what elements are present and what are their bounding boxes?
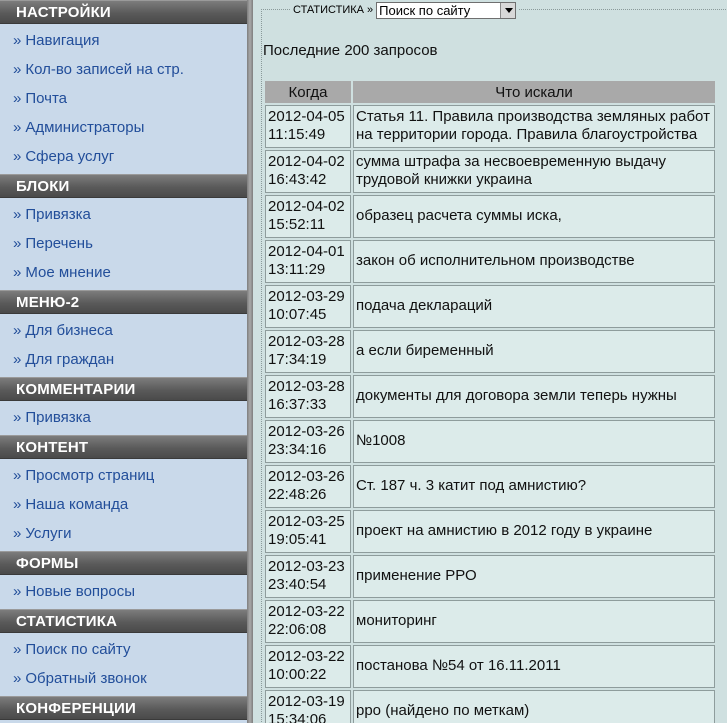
sidebar-nav-label: Наша команда [25, 496, 129, 513]
sidebar-nav-label: Для бизнеса [25, 322, 113, 339]
query-text: а если биременный [353, 330, 715, 373]
legend-label: СТАТИСТИКА » [293, 4, 374, 16]
sidebar-section-items [0, 459, 247, 551]
table-row [265, 510, 715, 553]
sidebar-nav-label: Администраторы [25, 119, 145, 136]
sidebar-nav-label: Почта [25, 90, 67, 107]
query-time: 23:40:54 [268, 576, 327, 593]
table-row [265, 555, 715, 598]
sidebar-nav-link[interactable] [0, 26, 247, 55]
query-date: 2012-03-29 [268, 288, 345, 305]
sidebar-nav-link[interactable] [0, 345, 247, 374]
table-row [265, 420, 715, 463]
query-time: 16:43:42 [268, 171, 327, 188]
sidebar-nav-link[interactable] [0, 55, 247, 84]
query-date: 2012-04-02 [268, 198, 345, 215]
query-timestamp [265, 330, 351, 373]
sidebar-nav-link[interactable] [0, 113, 247, 142]
bullet-arrow-icon: » [13, 583, 22, 600]
chevron-down-icon[interactable] [500, 3, 515, 18]
bullet-arrow-icon: » [13, 148, 22, 165]
query-date: 2012-03-26 [268, 468, 345, 485]
query-time: 11:15:49 [268, 126, 326, 143]
stats-type-select-value: Поиск по сайту [379, 2, 471, 18]
table-row [265, 690, 715, 723]
query-text: применение РРО [353, 555, 715, 598]
query-timestamp [265, 600, 351, 643]
query-text: постанова №54 от 16.11.2011 [353, 645, 715, 688]
query-date: 2012-03-23 [268, 558, 345, 575]
query-date: 2012-03-28 [268, 378, 345, 395]
sidebar-section-header: КОНТЕНТ [0, 435, 247, 459]
column-header-when: Когда [265, 81, 351, 103]
sidebar-nav-link[interactable] [0, 577, 247, 606]
table-row [265, 465, 715, 508]
sidebar-nav-label: Привязка [25, 409, 91, 426]
bullet-arrow-icon: » [13, 467, 22, 484]
sidebar-nav-link[interactable] [0, 200, 247, 229]
main-content [253, 0, 727, 723]
sidebar-nav-link[interactable] [0, 403, 247, 432]
bullet-arrow-icon: » [13, 351, 22, 368]
sidebar-section-items [0, 401, 247, 435]
bullet-arrow-icon: » [13, 264, 22, 281]
query-timestamp [265, 105, 351, 148]
query-text: Ст. 187 ч. 3 катит под амнистию? [353, 465, 715, 508]
query-date: 2012-03-22 [268, 648, 345, 665]
bullet-arrow-icon: » [13, 206, 22, 223]
query-date: 2012-03-19 [268, 693, 345, 710]
query-time: 22:48:26 [268, 486, 327, 503]
column-header-query: Что искали [353, 81, 715, 103]
query-text: №1008 [353, 420, 715, 463]
query-text: подача деклараций [353, 285, 715, 328]
query-time: 13:11:29 [268, 261, 326, 278]
query-date: 2012-03-22 [268, 603, 345, 620]
bullet-arrow-icon: » [13, 61, 22, 78]
sidebar-section-items [0, 24, 247, 174]
table-row [265, 375, 715, 418]
sidebar-nav-label: Поиск по сайту [25, 641, 131, 658]
query-date: 2012-03-26 [268, 423, 345, 440]
sidebar-nav-label: Привязка [25, 206, 91, 223]
sidebar-section-items [0, 633, 247, 696]
table-row [265, 330, 715, 373]
sidebar-section-items [0, 575, 247, 609]
bullet-arrow-icon: » [13, 322, 22, 339]
sidebar-section-header: БЛОКИ [0, 174, 247, 198]
query-timestamp [265, 195, 351, 238]
query-time: 16:37:33 [268, 396, 327, 413]
bullet-arrow-icon: » [13, 496, 22, 513]
sidebar-section-header: КОММЕНТАРИИ [0, 377, 247, 401]
query-timestamp [265, 645, 351, 688]
query-text: Статья 11. Правила производства земляных работ на территории города. Правила благоустройства [353, 105, 715, 148]
sidebar-nav-link[interactable] [0, 316, 247, 345]
table-row [265, 285, 715, 328]
query-time: 10:07:45 [268, 306, 327, 323]
query-timestamp [265, 240, 351, 283]
query-text: образец расчета суммы иска, [353, 195, 715, 238]
sidebar-nav-label: Просмотр страниц [25, 467, 155, 484]
sidebar-nav-link[interactable] [0, 664, 247, 693]
sidebar-section-header: ФОРМЫ [0, 551, 247, 575]
admin-sidebar [0, 0, 247, 723]
sidebar-nav-label: Для граждан [25, 351, 115, 368]
table-row [265, 240, 715, 283]
table-row [265, 150, 715, 193]
table-row [265, 600, 715, 643]
bullet-arrow-icon: » [13, 525, 22, 542]
table-row [265, 645, 715, 688]
query-text: рро (найдено по меткам) [353, 690, 715, 723]
sidebar-nav-label: Новые вопросы [25, 583, 136, 600]
sidebar-nav-label: Обратный звонок [25, 670, 147, 687]
query-date: 2012-04-05 [268, 108, 345, 125]
bullet-arrow-icon: » [13, 119, 22, 136]
bullet-arrow-icon: » [13, 641, 22, 658]
sidebar-section-header: МЕНЮ-2 [0, 290, 247, 314]
search-queries-table [263, 79, 717, 723]
query-timestamp [265, 420, 351, 463]
sidebar-nav-link[interactable] [0, 461, 247, 490]
table-row [265, 195, 715, 238]
sidebar-nav-link[interactable] [0, 490, 247, 519]
table-row [265, 105, 715, 148]
stats-type-select[interactable] [376, 2, 516, 19]
query-text: мониторинг [353, 600, 715, 643]
query-date: 2012-04-01 [268, 243, 345, 260]
query-date: 2012-03-28 [268, 333, 345, 350]
query-time: 22:06:08 [268, 621, 327, 638]
sidebar-section-items [0, 198, 247, 290]
query-time: 15:52:11 [268, 216, 326, 233]
sidebar-nav-link[interactable] [0, 84, 247, 113]
sidebar-nav-label: Мое мнение [25, 264, 111, 281]
sidebar-section-header: СТАТИСТИКА [0, 609, 247, 633]
sidebar-nav-label: Навигация [25, 32, 100, 49]
page-subtitle: Последние 200 запросов [263, 42, 438, 59]
query-timestamp [265, 375, 351, 418]
sidebar-nav-label: Услуги [25, 525, 72, 542]
sidebar-nav-link[interactable] [0, 258, 247, 287]
sidebar-nav-link[interactable] [0, 635, 247, 664]
query-time: 19:05:41 [268, 531, 327, 548]
bullet-arrow-icon: » [13, 670, 22, 687]
query-date: 2012-04-02 [268, 153, 345, 170]
query-time: 23:34:16 [268, 441, 327, 458]
sidebar-nav-link[interactable] [0, 142, 247, 171]
bullet-arrow-icon: » [13, 409, 22, 426]
query-text: сумма штрафа за несвоевременную выдачу трудовой книжки украина [353, 150, 715, 193]
query-time: 17:34:19 [268, 351, 327, 368]
query-timestamp [265, 150, 351, 193]
sidebar-nav-label: Кол-во записей на стр. [25, 61, 184, 78]
sidebar-nav-link[interactable] [0, 229, 247, 258]
query-timestamp [265, 510, 351, 553]
query-time: 15:34:06 [268, 711, 327, 723]
query-text: закон об исполнительном производстве [353, 240, 715, 283]
bullet-arrow-icon: » [13, 235, 22, 252]
sidebar-section-header: КОНФЕРЕНЦИИ [0, 696, 247, 720]
query-timestamp [265, 465, 351, 508]
sidebar-section-items [0, 314, 247, 377]
query-timestamp [265, 690, 351, 723]
query-text: документы для договора земли теперь нужны [353, 375, 715, 418]
sidebar-nav-link[interactable] [0, 519, 247, 548]
sidebar-nav-label: Перечень [25, 235, 93, 252]
query-timestamp [265, 555, 351, 598]
fieldset-legend [291, 0, 518, 20]
query-text: проект на амнистию в 2012 году в украине [353, 510, 715, 553]
query-time: 10:00:22 [268, 666, 327, 683]
bullet-arrow-icon: » [13, 90, 22, 107]
table-header-row [265, 81, 715, 103]
sidebar-nav-label: Сфера услуг [25, 148, 115, 165]
sidebar-section-header: НАСТРОЙКИ [0, 0, 247, 24]
bullet-arrow-icon: » [13, 32, 22, 49]
query-timestamp [265, 285, 351, 328]
query-date: 2012-03-25 [268, 513, 345, 530]
